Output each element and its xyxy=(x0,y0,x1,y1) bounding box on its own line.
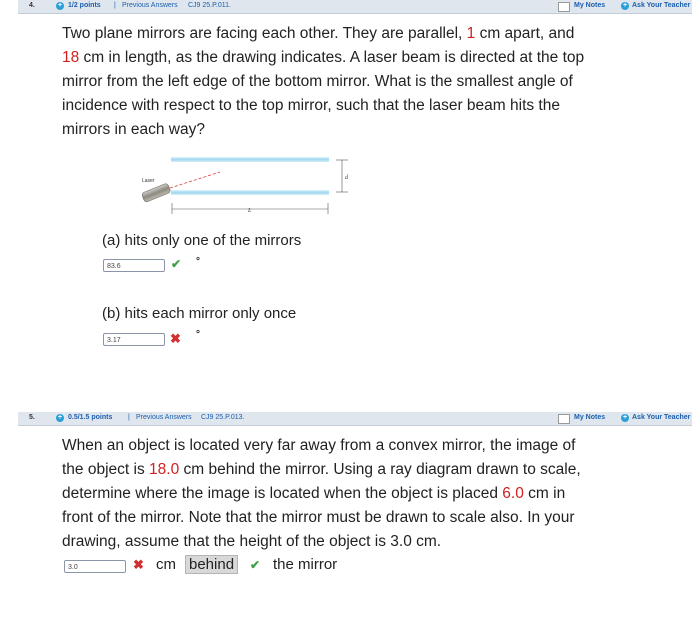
q5-line-2: the object is 18.0 cm behind the mirror. Using a ray diagram drawn to scale, xyxy=(62,461,581,478)
q5-line-3: determine where the image is located when the object is placed 6.0 cm in xyxy=(62,485,566,502)
given-value: 6.0 xyxy=(502,485,524,502)
bottom-mirror xyxy=(171,190,329,195)
unit-label: cm xyxy=(156,556,176,573)
ask-your-teacher-link[interactable]: Ask Your Teacher xyxy=(632,2,691,9)
q5-line-5: drawing, assume that the height of the object is 3.0 cm. xyxy=(62,533,442,550)
correct-check-icon: ✔ xyxy=(171,257,182,271)
q5-line-4: front of the mirror. Note that the mirror must be drawn to scale also. In your xyxy=(62,509,575,526)
the-mirror-label: the mirror xyxy=(273,556,338,573)
given-value: 1 xyxy=(466,25,476,42)
part-b-answer-input[interactable]: 3.17 xyxy=(103,333,165,346)
degree-unit: ° xyxy=(196,329,200,340)
q4-line-4: incidence with respect to the top mirror, such that the laser beam hits the xyxy=(62,97,560,114)
notes-checkbox[interactable] xyxy=(558,2,570,12)
part-b-label: (b) hits each mirror only once xyxy=(102,305,297,322)
q4-line-2: 18 cm in length, as the drawing indicates. A laser beam is directed at the top xyxy=(62,49,585,66)
part-a-answer-input[interactable]: 83.6 xyxy=(103,259,165,272)
l-label: L xyxy=(248,208,252,214)
ask-your-teacher-link[interactable]: Ask Your Teacher xyxy=(632,414,691,421)
notes-checkbox[interactable] xyxy=(558,414,570,424)
laser-label: Laser xyxy=(142,178,155,184)
mirror-diagram xyxy=(138,152,358,222)
d-label: d xyxy=(345,175,348,181)
previous-answers-link[interactable]: Previous Answers xyxy=(136,414,192,421)
q5-answer-input[interactable]: 3.0 xyxy=(64,560,126,573)
separator: | xyxy=(114,2,116,9)
incorrect-x-icon: ✖ xyxy=(133,557,144,572)
incorrect-x-icon: ✖ xyxy=(170,331,181,346)
q4-line-3: mirror from the left edge of the bottom mirror. What is the smallest angle of xyxy=(62,73,573,90)
q4-line-1: Two plane mirrors are facing each other. They are parallel, 1 cm apart, and xyxy=(62,25,575,42)
given-value: 18.0 xyxy=(149,461,180,478)
top-mirror xyxy=(171,157,329,162)
points-label: 0.5/1.5 points xyxy=(68,414,113,421)
previous-answers-link[interactable]: Previous Answers xyxy=(122,2,178,9)
problem-code: CJ9 25.P.013. xyxy=(201,414,245,421)
correct-check-icon: ✔ xyxy=(250,558,261,572)
behind-front-select[interactable]: behind xyxy=(185,555,238,574)
q4-line-5: mirrors in each way? xyxy=(62,121,205,138)
question-number: 4. xyxy=(29,2,35,9)
separator: | xyxy=(128,414,130,421)
points-label: 1/2 points xyxy=(68,2,101,9)
question-5-text xyxy=(62,434,694,554)
question-4-header xyxy=(18,0,692,14)
given-value: 18 xyxy=(62,49,80,66)
question-5-header xyxy=(18,412,692,426)
my-notes-link[interactable]: My Notes xyxy=(574,414,606,421)
question-4-text xyxy=(62,22,692,142)
question-number: 5. xyxy=(29,414,35,421)
my-notes-link[interactable]: My Notes xyxy=(574,2,606,9)
ask-teacher-plus-icon[interactable]: + xyxy=(622,2,628,9)
ask-teacher-plus-icon[interactable]: + xyxy=(622,414,628,421)
laser-beam xyxy=(170,172,220,188)
degree-unit: ° xyxy=(196,256,200,267)
laser-device xyxy=(141,183,171,203)
expand-plus-icon[interactable]: + xyxy=(57,414,63,421)
expand-plus-icon[interactable]: + xyxy=(57,2,63,9)
q5-line-1: When an object is located very far away from a convex mirror, the image of xyxy=(62,437,576,454)
part-a-label: (a) hits only one of the mirrors xyxy=(102,232,302,249)
problem-code: CJ9 25.P.011. xyxy=(188,2,231,9)
